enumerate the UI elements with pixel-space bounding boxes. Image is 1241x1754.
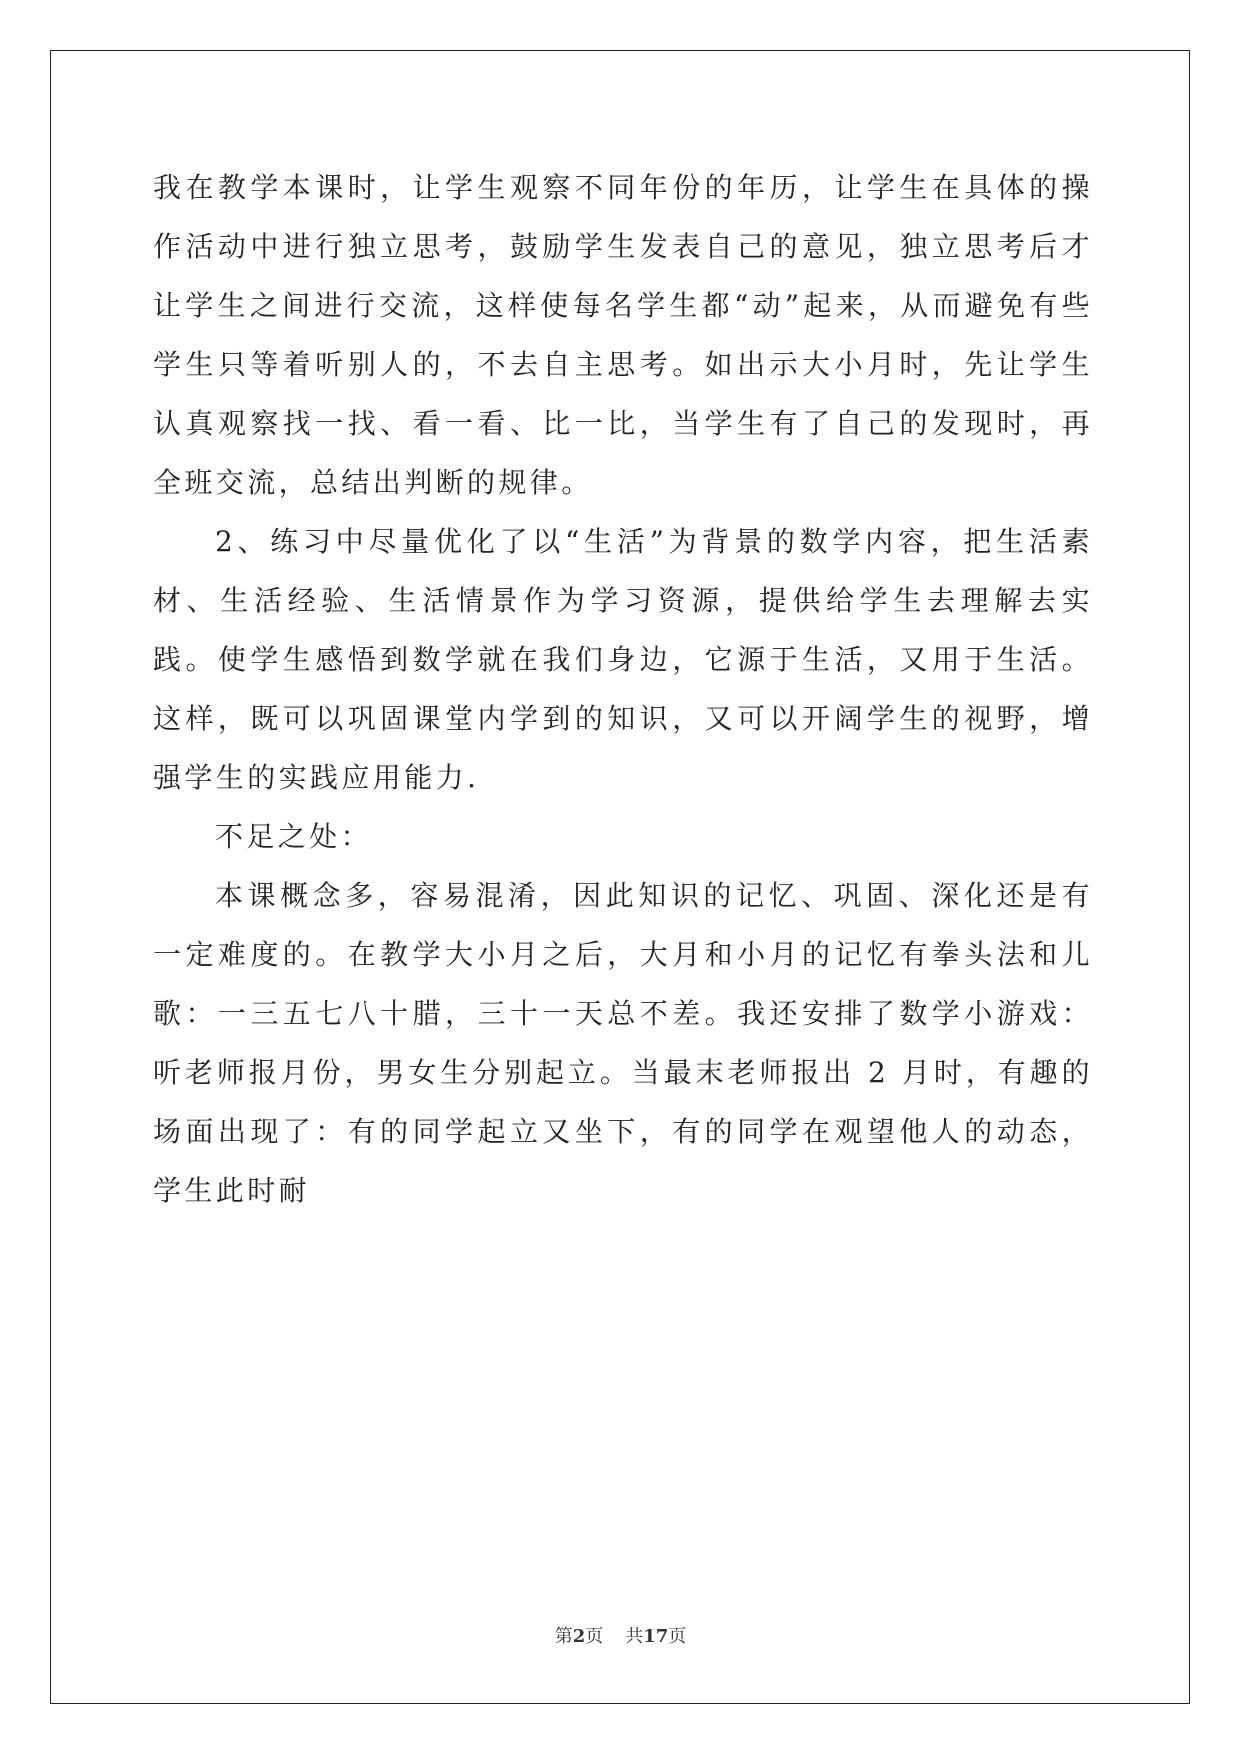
page-suffix: 页	[585, 1626, 604, 1647]
page-footer	[0, 1622, 1241, 1648]
document-body	[153, 158, 1093, 1220]
page-prefix: 第	[554, 1626, 573, 1647]
paragraph: 2、练习中尽量优化了以“生活”为背景的数学内容，把生活素材、生活经验、生活情景作为学习资源，提供给学生去理解去实践。使学生感悟到数学就在我们身边，它源于生活，又用于生活。这样，既可以巩固课堂内学到的知识，又可以开阔学生的视野，增强学生的实践应用能力.	[153, 525, 1093, 794]
total-suffix: 页	[668, 1626, 687, 1647]
page-number: 2	[572, 1626, 586, 1647]
paragraph-heading: 不足之处：	[215, 820, 373, 853]
paragraph: 我在教学本课时，让学生观察不同年份的年历，让学生在具体的操作活动中进行独立思考，鼓励学生发表自己的意见，独立思考后才让学生之间进行交流，这样使每名学生都“动”起来，从而避免有些学生只等着听别人的，不去自主思考。如出示大小月时，先让学生认真观察找一找、看一看、比一比，当学生有了自己的发现时，再全班交流，总结出判断的规律。	[153, 171, 1093, 499]
paragraph: 本课概念多，容易混淆，因此知识的记忆、巩固、深化还是有一定难度的。在教学大小月之后，大月和小月的记忆有拳头法和儿歌：一三五七八十腊，三十一天总不差。我还安排了数学小游戏：听老师报月份，男女生分别起立。当最末老师报出 2 月时，有趣的场面出现了：有的同学起立又坐下，有的同学在观望他人的动态，学生此时耐	[153, 879, 1093, 1207]
total-prefix: 共	[625, 1626, 644, 1647]
total-pages: 17	[643, 1626, 669, 1647]
